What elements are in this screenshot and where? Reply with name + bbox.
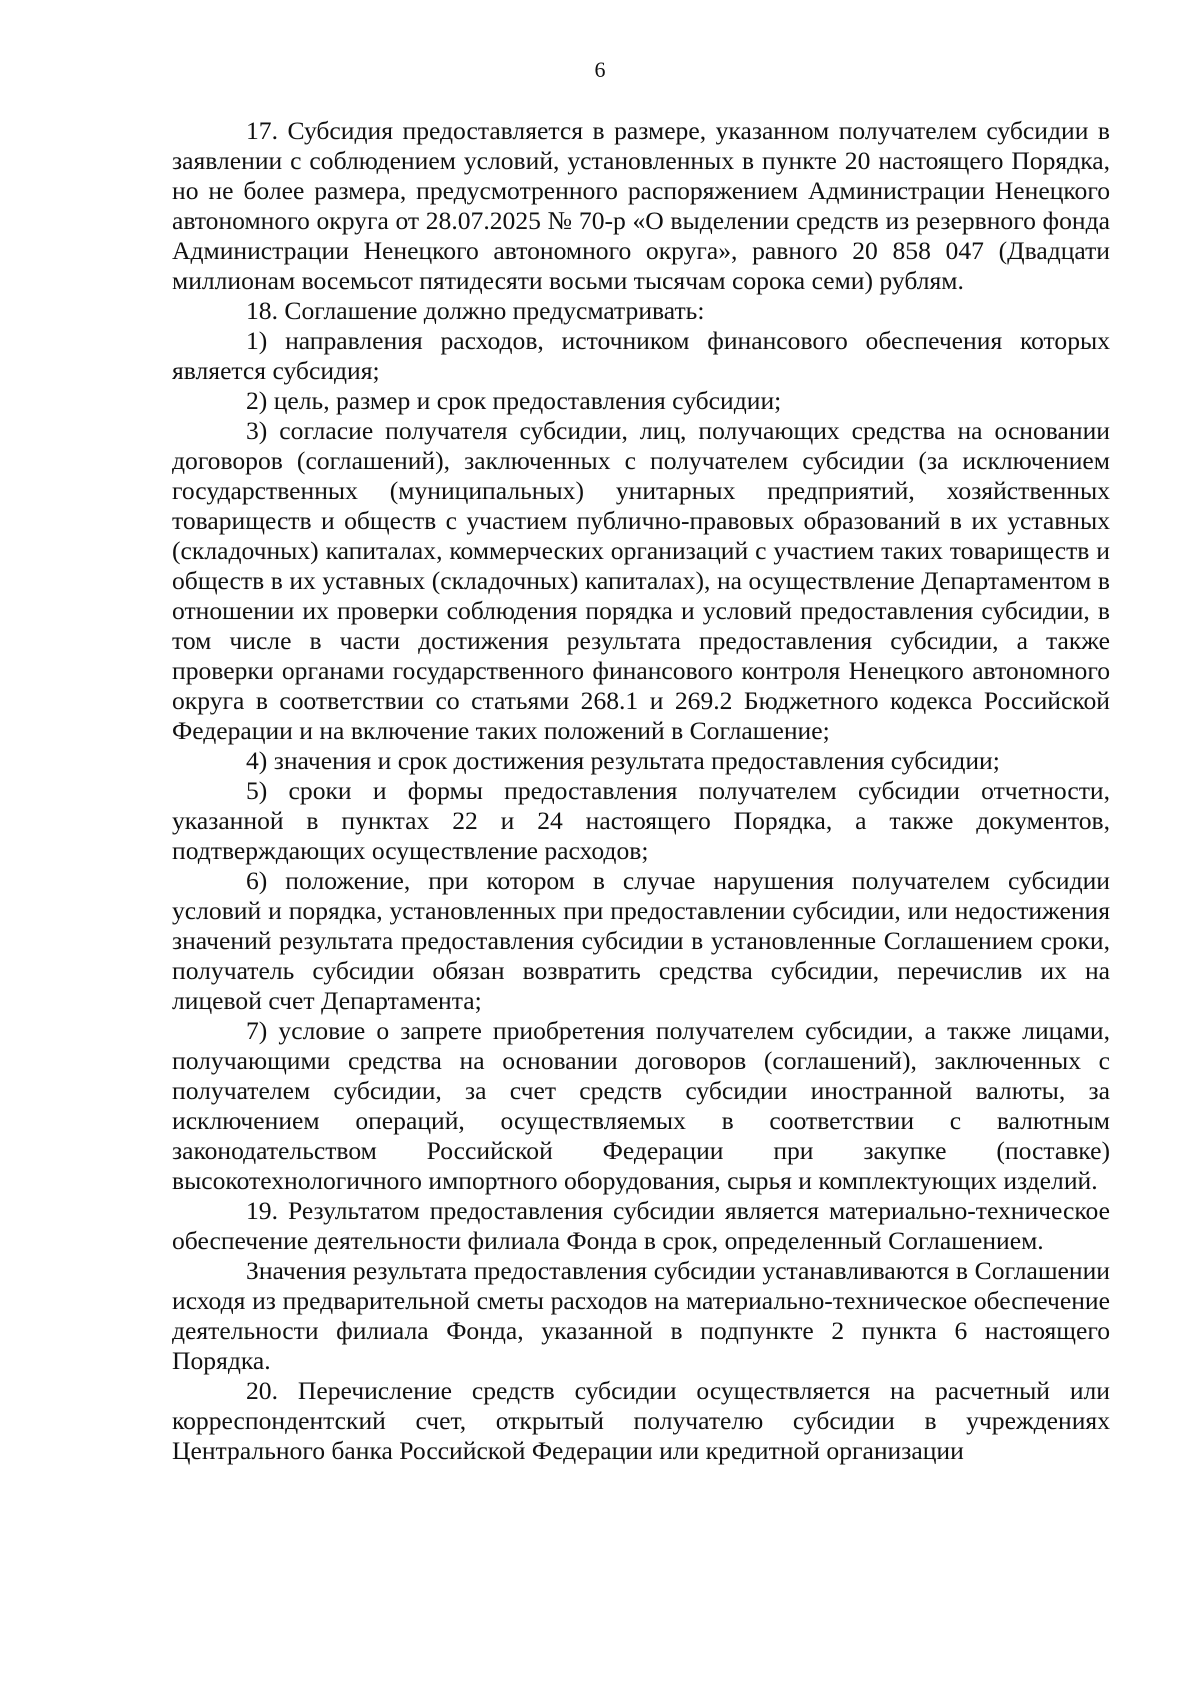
subitem-18-5: 5) сроки и формы предоставления получателем субсидии отчетности, указанной в пунктах 22 и 24 настоящего Порядка, а также документов, подтверждающих осуществление расходов;	[172, 776, 1110, 865]
paragraph-17: 17. Субсидия предоставляется в размере, указанном получателем субсидии в заявлении с соблюдением условий, установленных в пункте 20 настоящего Порядка, но не более размера, предусмотренного распоряжением Администрации Ненецкого автономного округа от 28.07.2025 № 70-р «О выделении средств из резервного фонда Администрации Ненецкого автономного округа», равного 20 858 047 (Двадцати миллионам восемьсот пятидесяти восьми тысячам сорока семи) рублям.	[172, 116, 1110, 295]
paragraph-20: 20. Перечисление средств субсидии осуществляется на расчетный или корреспондентский счет, открытый получателю субсидии в учреждениях Центрального банка Российской Федерации или кредитной организации	[172, 1376, 1110, 1465]
document-body	[172, 116, 1110, 1466]
paragraph-19-values: Значения результата предоставления субсидии устанавливаются в Соглашении исходя из предварительной сметы расходов на материально-техническое обеспечение деятельности филиала Фонда, указанной в подпункте 2 пункта 6 настоящего Порядка.	[172, 1256, 1110, 1375]
subitem-18-7: 7) условие о запрете приобретения получателем субсидии, а также лицами, получающими средства на основании договоров (соглашений), заключенных с получателем субсидии, за счет средств субсидии иностранной валюты, за исключением операций, осуществляемых в соответствии с валютным законодательством Российской Федерации при закупке (поставке) высокотехнологичного импортного оборудования, сырья и комплектующих изделий.	[172, 1016, 1110, 1195]
page-number: 6	[594, 57, 606, 82]
subitem-18-1: 1) направления расходов, источником финансового обеспечения которых является субсидия;	[172, 326, 1110, 385]
paragraph-18: 18. Соглашение должно предусматривать:	[246, 296, 705, 325]
subitem-18-4: 4) значения и срок достижения результата предоставления субсидии;	[246, 746, 1000, 775]
subitem-18-2: 2) цель, размер и срок предоставления субсидии;	[246, 386, 782, 415]
subitem-18-3: 3) согласие получателя субсидии, лиц, получающих средства на основании договоров (соглашений), заключенных с получателем субсидии (за исключением государственных (муниципальных) унитарных предприятий, хозяйственных товариществ и обществ с участием публично-правовых образований в их уставных (складочных) капиталах, коммерческих организаций с участием таких товариществ и обществ в их уставных (складочных) капиталах), на осуществление Департаментом в отношении их проверки соблюдения порядка и условий предоставления субсидии, в том числе в части достижения результата предоставления субсидии, а также проверки органами государственного финансового контроля Ненецкого автономного округа в соответствии со статьями 268.1 и 269.2 Бюджетного кодекса Российской Федерации и на включение таких положений в Соглашение;	[172, 416, 1110, 745]
subitem-18-6: 6) положение, при котором в случае нарушения получателем субсидии условий и порядка, установленных при предоставлении субсидии, или недостижения значений результата предоставления субсидии в установленные Соглашением сроки, получатель субсидии обязан возвратить средства субсидии, перечислив их на лицевой счет Департамента;	[172, 866, 1110, 1015]
paragraph-19: 19. Результатом предоставления субсидии является материально-техническое обеспечение деятельности филиала Фонда в срок, определенный Соглашением.	[172, 1196, 1110, 1255]
